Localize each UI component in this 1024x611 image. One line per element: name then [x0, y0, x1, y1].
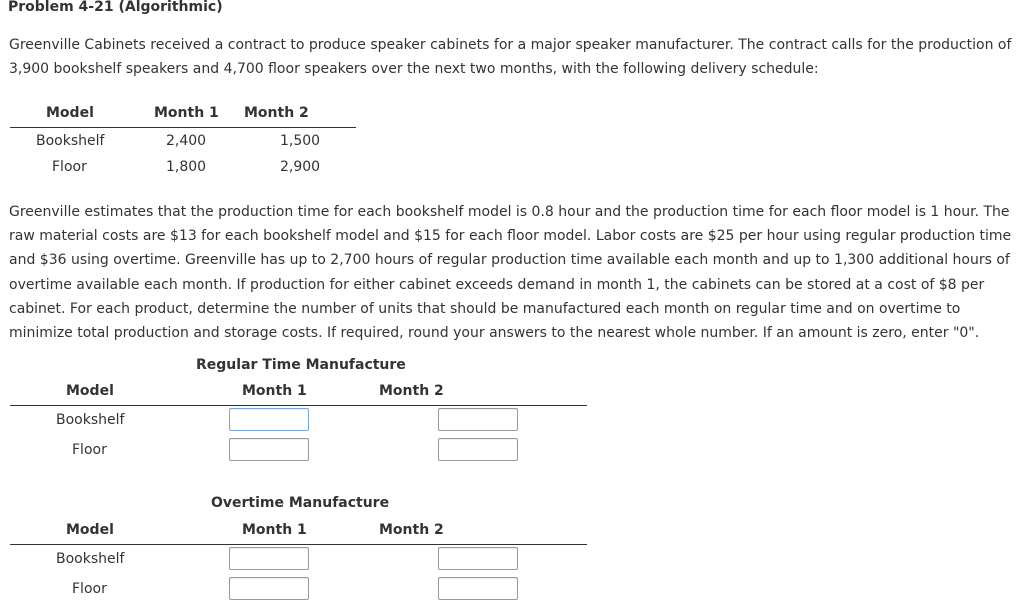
schedule-row-bookshelf-month-2: 1,500 [280, 133, 321, 149]
regular-bookshelf-month-1-input[interactable] [229, 408, 309, 431]
regular-row-bookshelf-label: Bookshelf [56, 412, 125, 428]
schedule-row-bookshelf-model: Bookshelf [36, 133, 105, 149]
regular-bookshelf-month-2-input[interactable] [438, 408, 518, 431]
schedule-header-model: Model [46, 105, 94, 121]
regular-header-month-1: Month 1 [242, 383, 307, 399]
regular-header-month-2: Month 2 [379, 383, 444, 399]
overtime-row-floor-label: Floor [72, 581, 107, 597]
overtime-caption: Overtime Manufacture [211, 495, 390, 511]
overtime-row-bookshelf-label: Bookshelf [56, 551, 125, 567]
intro-paragraph: Greenville Cabinets received a contract to produce speaker cabinets for a major speaker manufacturer. The contract calls for the production of 3,900 bookshelf speakers and 4,700 floor speakers over the next two months, with the following delivery schedule: [9, 37, 1012, 78]
schedule-row-bookshelf-month-1: 2,400 [166, 133, 207, 149]
overtime-bookshelf-month-1-input[interactable] [229, 547, 309, 570]
regular-row-floor-label: Floor [72, 442, 107, 458]
overtime-header-month-2: Month 2 [379, 522, 444, 538]
overtime-floor-month-2-input[interactable] [438, 577, 518, 600]
schedule-header-month-1: Month 1 [154, 105, 219, 121]
regular-header-model: Model [66, 383, 114, 399]
overtime-floor-month-1-input[interactable] [229, 577, 309, 600]
overtime-header-model: Model [66, 522, 114, 538]
problem-title: Problem 4-21 (Algorithmic) [8, 0, 223, 15]
schedule-row-floor-month-1: 1,800 [166, 159, 207, 175]
regular-floor-month-2-input[interactable] [438, 438, 518, 461]
schedule-row-floor-month-2: 2,900 [280, 159, 321, 175]
overtime-bookshelf-month-2-input[interactable] [438, 547, 518, 570]
overtime-header-month-1: Month 1 [242, 522, 307, 538]
overtime-header-rule [10, 544, 587, 545]
details-paragraph: Greenville estimates that the production time for each bookshelf model is 0.8 hour and the production time for each floor model is 1 hour. The raw material costs are $13 for each bookshelf model and $15 for each floor model. Labor costs are $25 per hour using regular production time and $36 using overtime. Greenville has up to 2,700 hours of regular production time available each month and up to 1,300 additional hours of overtime available each month. If production for either cabinet exceeds demand in month 1, the cabinets can be stored at a cost of $8 per cabinet. For each product, determine the number of units that should be manufactured each month on regular time and on overtime to minimize total production and storage costs. If required, round your answers to the nearest whole number. If an amount is zero, enter "0". [9, 204, 1012, 342]
regular-floor-month-1-input[interactable] [229, 438, 309, 461]
schedule-header-month-2: Month 2 [244, 105, 309, 121]
regular-time-caption: Regular Time Manufacture [196, 357, 406, 373]
schedule-row-floor-model: Floor [52, 159, 87, 175]
schedule-header-rule [10, 127, 356, 128]
regular-header-rule [10, 405, 587, 406]
